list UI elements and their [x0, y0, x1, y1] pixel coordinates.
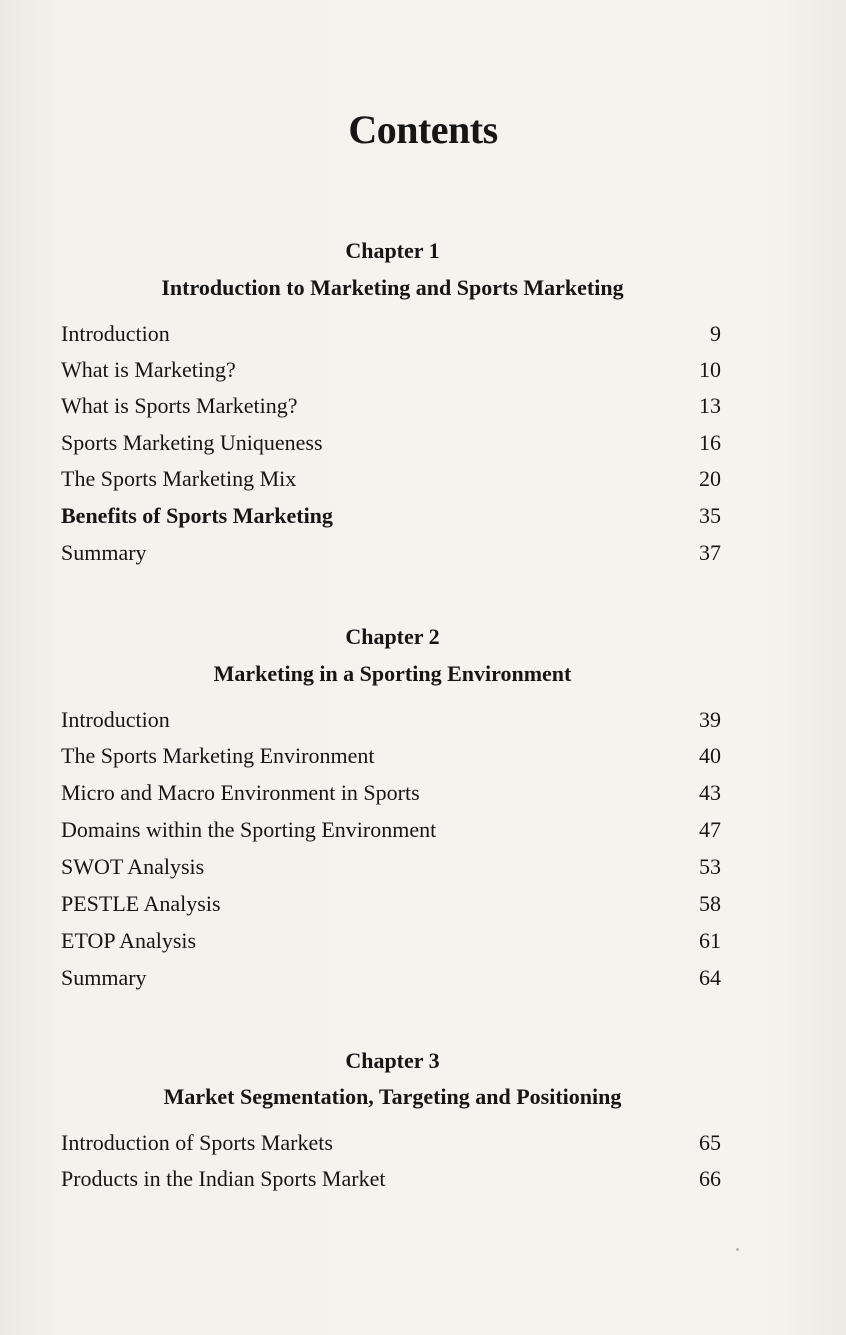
paper-speck — [736, 1248, 739, 1251]
toc-entry-title: The Sports Marketing Environment — [61, 743, 375, 768]
toc-entry — [61, 851, 721, 883]
toc-entry-page: 40 — [699, 743, 721, 768]
toc-entry — [61, 777, 721, 809]
page-title: Contents — [348, 107, 498, 152]
toc-entry-page: 13 — [699, 393, 721, 418]
toc-entry-page: 10 — [699, 357, 721, 382]
toc-entry — [61, 390, 721, 422]
toc-entry-page: 65 — [699, 1130, 721, 1155]
toc-entry-title: What is Sports Marketing? — [61, 393, 298, 418]
toc-entry-page: 66 — [699, 1166, 721, 1191]
toc-entry-title: Introduction — [61, 707, 170, 732]
toc-entry-title: What is Marketing? — [61, 357, 236, 382]
toc-entry-page: 39 — [699, 707, 721, 732]
chapter-1-label: Chapter 1 — [345, 238, 440, 263]
toc-entry — [61, 318, 721, 350]
toc-entry-page: 61 — [699, 928, 721, 953]
toc-entry-title: Sports Marketing Uniqueness — [61, 430, 323, 455]
toc-entry — [61, 962, 721, 994]
toc-entry — [61, 463, 721, 495]
toc-entry — [61, 500, 721, 532]
toc-entry — [61, 704, 721, 736]
toc-entry-page: 53 — [699, 854, 721, 879]
toc-entry-page: 58 — [699, 891, 721, 916]
toc-entry-page: 47 — [699, 817, 721, 842]
toc-entry-page: 20 — [699, 466, 721, 491]
toc-entry-title: Micro and Macro Environment in Sports — [61, 780, 420, 805]
toc-entry-page: 43 — [699, 780, 721, 805]
toc-entry-title: Benefits of Sports Marketing — [61, 503, 333, 528]
toc-entry-title: Summary — [61, 540, 147, 565]
toc-entry-title: Introduction of Sports Markets — [61, 1130, 333, 1155]
chapter-1-title: Introduction to Marketing and Sports Marketing — [161, 275, 624, 300]
toc-entry — [61, 814, 721, 846]
toc-entry — [61, 1163, 721, 1195]
toc-entry-page: 9 — [710, 321, 721, 346]
toc-entry-title: The Sports Marketing Mix — [61, 466, 297, 491]
toc-entry-page: 35 — [699, 503, 721, 528]
toc-entry-title: SWOT Analysis — [61, 854, 205, 879]
toc-entry — [61, 740, 721, 772]
toc-entry-title: PESTLE Analysis — [61, 891, 221, 916]
toc-entry-title: Summary — [61, 965, 147, 990]
toc-entry — [61, 427, 721, 459]
toc-entry-title: ETOP Analysis — [61, 928, 197, 953]
chapter-3-title: Market Segmentation, Targeting and Positioning — [163, 1084, 622, 1109]
toc-entry-title: Domains within the Sporting Environment — [61, 817, 437, 842]
toc-entry — [61, 537, 721, 569]
toc-entry-title: Introduction — [61, 321, 170, 346]
toc-entry-page: 16 — [699, 430, 721, 455]
toc-entry-page: 37 — [699, 540, 721, 565]
chapter-3-label: Chapter 3 — [345, 1048, 440, 1073]
chapter-2-label: Chapter 2 — [345, 624, 440, 649]
chapter-2-title: Marketing in a Sporting Environment — [213, 661, 572, 686]
toc-entry — [61, 1127, 721, 1159]
toc-entry — [61, 925, 721, 957]
toc-entry-page: 64 — [699, 965, 721, 990]
toc-entry — [61, 888, 721, 920]
toc-entry-title: Products in the Indian Sports Market — [61, 1166, 386, 1191]
toc-entry — [61, 354, 721, 386]
